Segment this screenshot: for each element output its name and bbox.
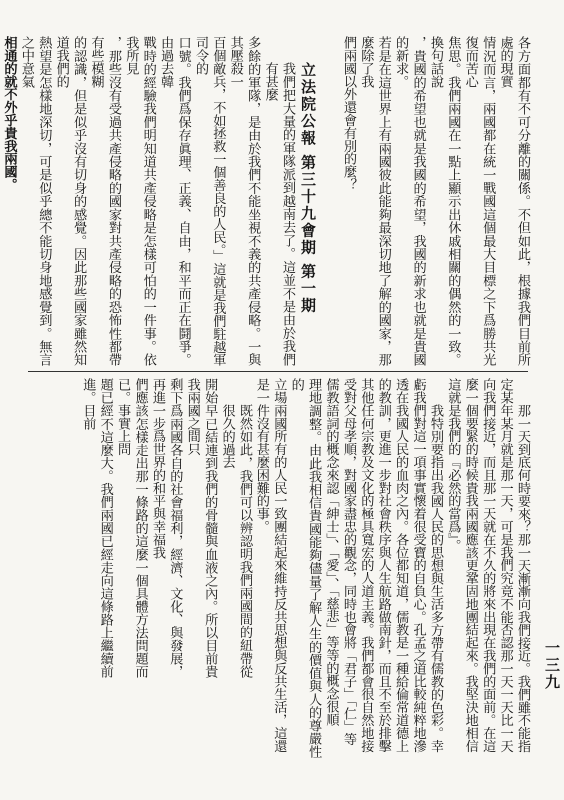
- text-line: 虧我們對這一項事實懷着很受寶的自負心。孔孟之道比較純粹地滲: [410, 378, 426, 753]
- text-line: 口號。我們爲保存眞理、正義、自由，和平而正在鬪爭。由過去韓: [158, 36, 191, 366]
- page-number: 一三九: [543, 640, 561, 691]
- text-line: 這就是我們的『必然的當爲』。: [445, 378, 461, 553]
- text-line: 各方面都有不可分離的關係。不但如此，根據我們目前所處的現實: [497, 36, 530, 366]
- text-line: 既然如此，我們可以辨認明我們兩國間的紐帶從很久的過去: [219, 404, 252, 678]
- text-line: 的認識，但是似乎沒有切身的感覺。因此那些國家雖然知道我們的: [53, 36, 87, 366]
- text-line: 立場兩國所有的人民一致團結起來維持反共思想與反共生活，這還: [271, 378, 287, 753]
- text-block-bottom-right: [253, 378, 531, 758]
- text-line: 我們把大量的軍隊派到越南去了。這並不是由於我們有甚麼: [262, 62, 295, 366]
- text-line: 若是在這世界上有兩國彼此能夠最深切地了解的國家，那麼除了我: [358, 36, 391, 366]
- section-divider: [28, 371, 528, 372]
- text-line: ，貴國的希望也就是我國的希望，我國的新求也就是貴國的新求。: [393, 36, 426, 366]
- text-line: 戰時的經驗我們明知道共產侵略是怎樣可怕的一件事。依我所見: [123, 36, 156, 366]
- text-line: 相通的就不外乎貴我兩國。: [1, 36, 17, 191]
- gazette-header: 立法院公報 第三十九會期 第一期: [299, 62, 317, 315]
- text-block-bottom-left: [28, 378, 253, 678]
- text-line: 題已經不這麼大。我們兩國已經走向這條路上繼續前進。目前: [80, 378, 113, 678]
- text-line: 焦思。我們兩國在一點上顯示出休戚相關的偶然的一致。換句話說: [427, 36, 461, 366]
- text-line: 定某年某月就是那一天，可是我們究竟不能否認那一天一天比一天: [497, 378, 513, 753]
- text-line: 儒教語詞的概念來認「紳士」、「愛」、「慈悲」等等的概念很順: [323, 378, 339, 726]
- text-line: 們應該怎樣走出那一條路的這麼一個具體方法問題而已。事實上問: [115, 378, 148, 678]
- text-line: 向我們接近，而且那一天就在不久的將來出現在我們的面前。在這: [480, 378, 496, 753]
- text-line: 剩下爲兩國各自的社會福利，經濟、文化、與發展，再進一步爲世界的和平與幸福我: [149, 378, 183, 678]
- text-line: 受對父母孝順，對國家盡忠的觀念，同時也會將「君子」「仁」等: [340, 378, 356, 746]
- text-line: 百個敵兵，不如拯救一個善良的人民。」這就是我們駐越軍司令的: [192, 36, 226, 366]
- text-block-top-left: [1, 36, 296, 366]
- text-line: 多餘的軍隊，是由於我們不能坐視不義的共產侵略。一與其壓殺一: [227, 36, 261, 366]
- text-line: 們兩國以外還會有別的麼？: [340, 36, 356, 191]
- text-line: 熱望是怎樣地深切，可是似乎總不能切身地感覺到。無言之中意氣: [18, 36, 52, 366]
- text-line: ，那些沒有受過共產侵略的國家對共產侵略的恐怖性都帶有些模糊: [88, 36, 121, 366]
- text-line: 理地調整。由此我相信貴國能夠儘量了解人生的價值與人的尊嚴性的: [288, 378, 322, 758]
- text-line: 麼一個要緊的時候貴我兩國應該更鞏固地團結起來。我堅決地相信: [462, 378, 478, 753]
- text-block-top-right: [324, 36, 531, 366]
- text-line: 是一件沒有甚麼困難的事。: [253, 378, 269, 533]
- text-line: 情況而言，兩國都在統一戰國這個最大目標之下爲勝共光復而苦心: [462, 36, 496, 366]
- text-line: 我特別要指出我國人民的思想與生活多方帶有儒教的色彩。幸: [427, 404, 443, 753]
- text-line: 其他任何宗教及文化的極具寬宏的人道主義。我們都會很自然地接: [358, 378, 374, 753]
- text-line: 那一天到底何時要來？那一天漸漸向我們接近。我們雖不能指: [515, 404, 530, 753]
- text-line: 的教訓，更進一步對社會秩序與人生航路做南針，而且不至於排擊: [375, 378, 391, 753]
- text-line: 開始早已結連到我們的骨髓與血液之內。所以目前貴我兩國之間只: [184, 378, 218, 678]
- text-line: 透在我國人民的血肉之內。各位都知道，儒教是一種給倫常道德上: [393, 378, 409, 753]
